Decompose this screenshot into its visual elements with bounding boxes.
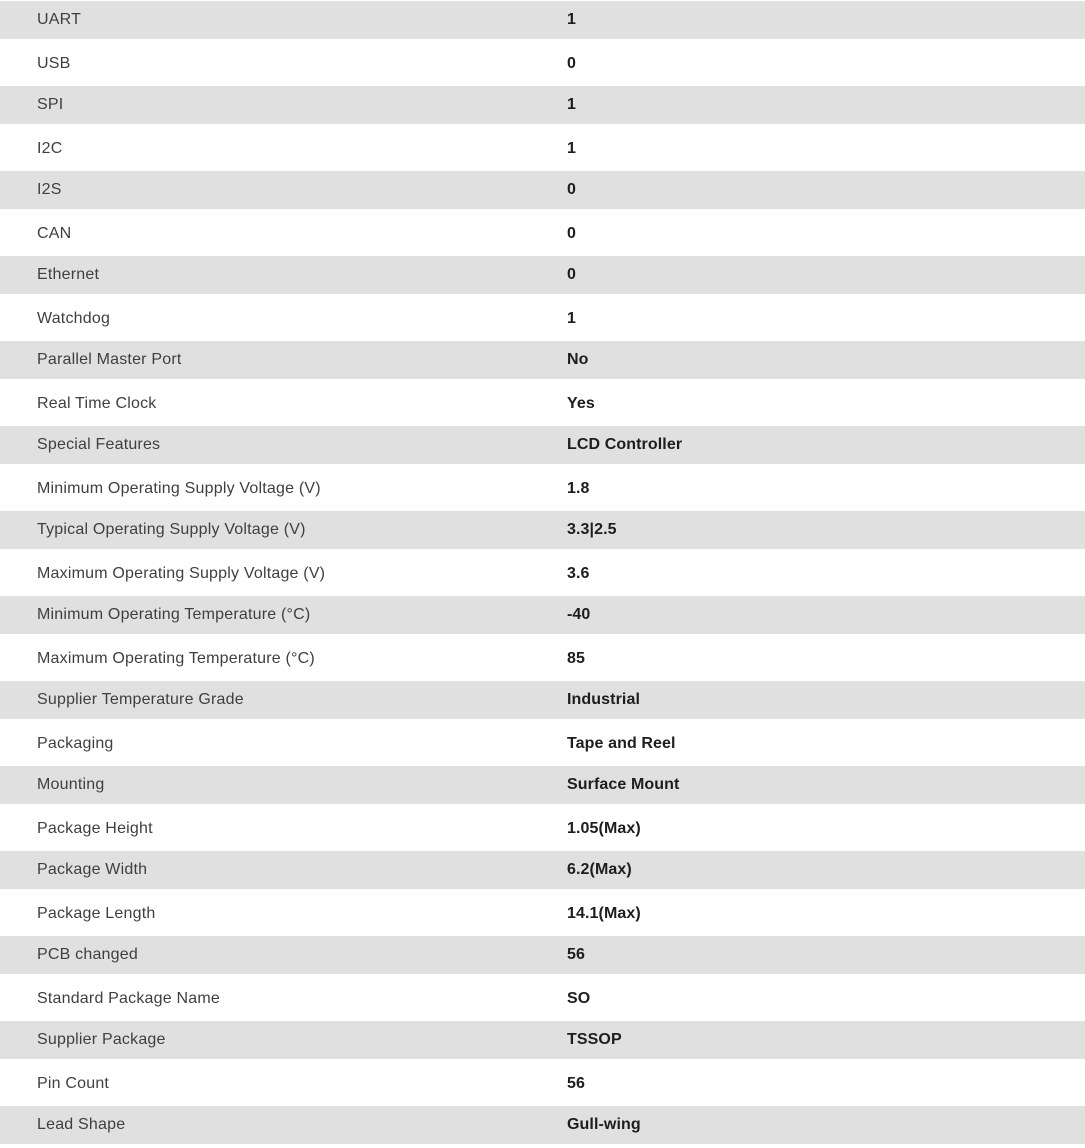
spec-attribute-value: 3.6 bbox=[567, 564, 590, 582]
spec-row bbox=[0, 340, 1085, 383]
spec-attribute-label: Supplier Temperature Grade bbox=[37, 691, 244, 708]
spec-attribute-value: 0 bbox=[567, 180, 576, 198]
spec-attribute-label: Minimum Operating Supply Voltage (V) bbox=[37, 479, 321, 497]
spec-attribute-label: Pin Count bbox=[37, 1075, 110, 1093]
spec-row bbox=[0, 723, 1085, 766]
spec-row bbox=[0, 680, 1085, 723]
spec-attribute-label: Typical Operating Supply Voltage (V) bbox=[37, 520, 306, 538]
spec-attribute-label: USB bbox=[37, 54, 71, 72]
spec-row bbox=[0, 170, 1085, 213]
spec-attribute-label: I2S bbox=[37, 180, 62, 198]
spec-row bbox=[0, 808, 1085, 851]
spec-row bbox=[0, 85, 1085, 128]
spec-attribute-value: 0 bbox=[567, 265, 576, 283]
spec-row bbox=[0, 0, 1085, 43]
spec-row bbox=[0, 425, 1085, 468]
spec-attribute-label: UART bbox=[37, 10, 82, 28]
spec-row bbox=[0, 43, 1085, 86]
spec-row bbox=[0, 765, 1085, 808]
spec-attribute-value: 56 bbox=[567, 946, 585, 964]
spec-row bbox=[0, 255, 1085, 298]
spec-attribute-value: Surface Mount bbox=[567, 776, 680, 794]
spec-row bbox=[0, 298, 1085, 341]
spec-attribute-label: Lead Shape bbox=[37, 1116, 126, 1134]
spec-attribute-value: 1 bbox=[567, 10, 576, 28]
spec-attribute-label: Standard Package Name bbox=[37, 990, 220, 1008]
spec-row bbox=[0, 1020, 1085, 1063]
spec-attribute-label: SPI bbox=[37, 95, 64, 113]
spec-attribute-label: Ethernet bbox=[37, 265, 100, 283]
spec-row bbox=[0, 1063, 1085, 1106]
spec-attribute-value: 3.3|2.5 bbox=[567, 520, 617, 538]
spec-attribute-label: Maximum Operating Supply Voltage (V) bbox=[37, 564, 326, 582]
spec-row bbox=[0, 935, 1085, 978]
spec-attribute-value: Gull-wing bbox=[567, 1116, 641, 1134]
spec-attribute-label: Special Features bbox=[37, 435, 161, 453]
spec-attribute-label: Minimum Operating Temperature (°C) bbox=[37, 605, 311, 623]
spec-attribute-label: Real Time Clock bbox=[37, 394, 157, 412]
spec-attribute-value: Industrial bbox=[567, 691, 641, 708]
spec-row bbox=[0, 638, 1085, 681]
spec-row bbox=[0, 510, 1085, 553]
spec-attribute-value: 85 bbox=[567, 649, 585, 667]
spec-row bbox=[0, 553, 1085, 596]
spec-attribute-value: 1.05(Max) bbox=[567, 820, 641, 838]
spec-attribute-label: PCB changed bbox=[37, 946, 138, 964]
spec-attribute-value: 6.2(Max) bbox=[567, 861, 632, 879]
spec-attribute-value: 1 bbox=[567, 139, 576, 157]
spec-attribute-value: 56 bbox=[567, 1075, 585, 1093]
spec-row bbox=[0, 383, 1085, 426]
spec-attribute-value: 1 bbox=[567, 95, 576, 113]
spec-attribute-label: Packaging bbox=[37, 735, 114, 753]
spec-row bbox=[0, 893, 1085, 936]
spec-attribute-label: Package Height bbox=[37, 820, 153, 838]
spec-attribute-label: I2C bbox=[37, 139, 63, 157]
spec-attribute-label: CAN bbox=[37, 224, 72, 242]
spec-row bbox=[0, 850, 1085, 893]
spec-attribute-label: Package Width bbox=[37, 861, 148, 879]
spec-attribute-value: LCD Controller bbox=[567, 435, 683, 453]
spec-attribute-value: Yes bbox=[567, 394, 595, 412]
spec-attribute-value: TSSOP bbox=[567, 1031, 622, 1049]
spec-row bbox=[0, 128, 1085, 171]
spec-row bbox=[0, 595, 1085, 638]
spec-row bbox=[0, 978, 1085, 1021]
spec-attribute-value: 0 bbox=[567, 224, 576, 242]
spec-attribute-label: Watchdog bbox=[37, 309, 111, 327]
spec-attribute-value: -40 bbox=[567, 605, 591, 623]
spec-attribute-value: 0 bbox=[567, 54, 576, 72]
spec-row bbox=[0, 468, 1085, 511]
spec-attribute-value: No bbox=[567, 350, 589, 368]
spec-row bbox=[0, 213, 1085, 256]
spec-attribute-value: 1.8 bbox=[567, 479, 590, 497]
spec-attribute-label: Mounting bbox=[37, 776, 105, 794]
spec-attribute-value: Tape and Reel bbox=[567, 735, 676, 753]
spec-attribute-value: 1 bbox=[567, 309, 576, 327]
spec-attribute-value: 14.1(Max) bbox=[567, 905, 641, 923]
spec-attribute-label: Maximum Operating Temperature (°C) bbox=[37, 649, 315, 667]
spec-attribute-label: Parallel Master Port bbox=[37, 350, 182, 368]
spec-attribute-value: SO bbox=[567, 990, 591, 1008]
spec-row bbox=[0, 1105, 1085, 1148]
spec-attribute-label: Supplier Package bbox=[37, 1031, 166, 1049]
spec-attribute-label: Package Length bbox=[37, 905, 156, 923]
